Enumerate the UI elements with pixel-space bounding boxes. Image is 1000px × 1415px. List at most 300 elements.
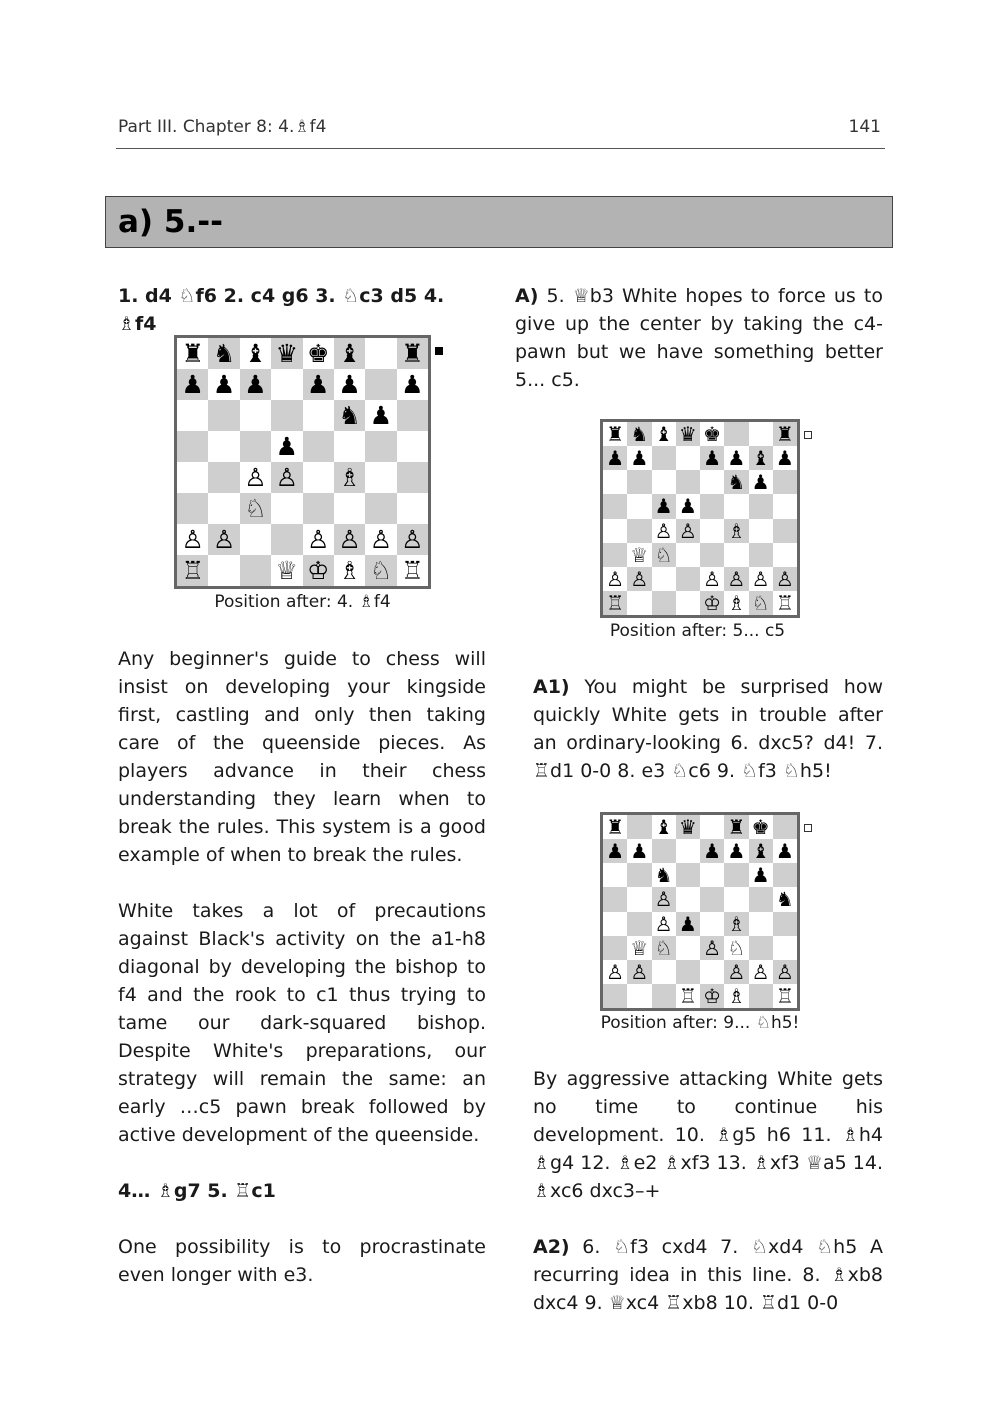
variation-a1-text: You might be surprised how quickly White gets in trouble after an ordinary-looking 6. dxc5? d4! 7. ♖d1 0-0 8. e3 ♘c6 9. ♘f3 ♘h5! — [533, 676, 883, 782]
square-d5 — [676, 887, 700, 911]
square-d3 — [271, 493, 302, 524]
square-e3 — [700, 936, 724, 960]
square-f3 — [724, 543, 748, 567]
square-c4 — [240, 462, 271, 493]
chapter-title: Part III. Chapter 8: 4.♗f4 — [118, 117, 327, 137]
variation-a2-label: A2) — [533, 1236, 570, 1258]
square-e5 — [700, 887, 724, 911]
square-h1 — [773, 984, 797, 1008]
black-bishop-icon: ♝ — [338, 339, 361, 368]
square-b1 — [627, 591, 651, 615]
square-c2 — [652, 960, 676, 984]
white-king-icon: ♔ — [306, 556, 330, 585]
square-c5 — [240, 431, 271, 462]
white-knight-icon: ♘ — [244, 494, 267, 523]
white-pawn-icon: ♙ — [630, 959, 649, 984]
white-pawn-icon: ♙ — [401, 525, 424, 554]
square-d1 — [676, 984, 700, 1008]
square-a4 — [177, 462, 208, 493]
square-d7 — [271, 369, 302, 400]
square-d2 — [676, 960, 700, 984]
square-g1 — [365, 555, 396, 586]
white-pawn-icon: ♙ — [606, 566, 625, 591]
black-bishop-icon: ♝ — [244, 339, 267, 368]
square-g6 — [365, 400, 396, 431]
square-b3 — [627, 543, 651, 567]
white-rook-icon: ♖ — [401, 556, 424, 585]
black-king-icon: ♚ — [703, 422, 722, 447]
white-queen-icon: ♕ — [630, 542, 649, 567]
square-g5 — [749, 887, 773, 911]
square-h7 — [773, 446, 797, 470]
black-rook-icon: ♜ — [606, 422, 625, 447]
square-h2 — [773, 567, 797, 591]
black-pawn-icon: ♟ — [306, 370, 330, 399]
square-b8 — [627, 815, 651, 839]
black-pawn-icon: ♟ — [703, 446, 722, 471]
square-g4 — [365, 462, 396, 493]
white-pawn-icon: ♙ — [369, 525, 393, 554]
black-knight-icon: ♞ — [775, 887, 794, 912]
white-pawn-icon: ♙ — [606, 959, 625, 984]
white-pawn-icon: ♙ — [654, 887, 673, 912]
square-b8 — [627, 422, 651, 446]
square-f8 — [334, 338, 365, 369]
square-h8 — [773, 815, 797, 839]
square-a6 — [177, 400, 208, 431]
square-h8 — [773, 422, 797, 446]
square-e6 — [700, 470, 724, 494]
square-b2 — [627, 960, 651, 984]
square-g1 — [749, 984, 773, 1008]
square-b5 — [208, 431, 239, 462]
square-g8 — [365, 338, 396, 369]
white-pawn-icon: ♙ — [306, 525, 330, 554]
board-caption-2: Position after: 5... c5 — [609, 621, 786, 641]
square-h6 — [397, 400, 428, 431]
black-pawn-icon: ♟ — [678, 494, 697, 519]
square-f5 — [724, 887, 748, 911]
square-e8 — [700, 815, 724, 839]
square-d5 — [676, 494, 700, 518]
black-pawn-icon: ♟ — [775, 839, 794, 864]
square-d6 — [676, 470, 700, 494]
white-pawn-icon: ♙ — [751, 566, 770, 591]
square-e7 — [700, 839, 724, 863]
square-b6 — [627, 863, 651, 887]
square-d6 — [271, 400, 302, 431]
square-g2 — [749, 960, 773, 984]
running-head — [116, 116, 885, 149]
square-g3 — [749, 936, 773, 960]
square-d7 — [676, 839, 700, 863]
side-to-move-black-icon — [435, 347, 443, 355]
square-g3 — [365, 493, 396, 524]
square-c1 — [652, 984, 676, 1008]
square-e2 — [700, 960, 724, 984]
square-c3 — [652, 543, 676, 567]
square-b7 — [627, 839, 651, 863]
square-b1 — [627, 984, 651, 1008]
square-h6 — [773, 470, 797, 494]
white-rook-icon: ♖ — [775, 983, 794, 1008]
white-knight-icon: ♘ — [369, 556, 393, 585]
square-a5 — [177, 431, 208, 462]
square-h7 — [773, 839, 797, 863]
black-pawn-icon: ♟ — [212, 370, 236, 399]
square-c4 — [652, 912, 676, 936]
chess-board-1 — [174, 335, 431, 589]
square-e4 — [700, 912, 724, 936]
variation-a1-label: A1) — [533, 676, 570, 698]
square-d2 — [676, 567, 700, 591]
black-rook-icon: ♜ — [181, 339, 204, 368]
square-a8 — [603, 422, 627, 446]
white-bishop-icon: ♗ — [727, 983, 746, 1008]
black-pawn-icon: ♟ — [751, 470, 770, 495]
white-pawn-icon: ♙ — [212, 525, 236, 554]
square-e7 — [700, 446, 724, 470]
white-bishop-icon: ♗ — [727, 911, 746, 936]
square-e6 — [303, 400, 334, 431]
square-d8 — [676, 422, 700, 446]
square-d6 — [676, 863, 700, 887]
black-pawn-icon: ♟ — [727, 446, 746, 471]
square-f4 — [724, 519, 748, 543]
black-king-icon: ♚ — [751, 815, 770, 840]
white-pawn-icon: ♙ — [275, 463, 299, 492]
section-title: a) 5.-- — [118, 204, 223, 240]
square-f7 — [724, 446, 748, 470]
square-c1 — [240, 555, 271, 586]
white-pawn-icon: ♙ — [703, 566, 722, 591]
square-c7 — [652, 839, 676, 863]
square-f8 — [724, 422, 748, 446]
white-knight-icon: ♘ — [654, 935, 673, 960]
white-rook-icon: ♖ — [775, 590, 794, 615]
square-f1 — [724, 591, 748, 615]
square-e4 — [700, 519, 724, 543]
square-d3 — [676, 543, 700, 567]
side-to-move-white-icon — [804, 431, 812, 439]
square-f2 — [334, 524, 365, 555]
square-c8 — [240, 338, 271, 369]
black-pawn-icon: ♟ — [678, 911, 697, 936]
square-f1 — [334, 555, 365, 586]
square-d1 — [676, 591, 700, 615]
square-g4 — [749, 519, 773, 543]
black-pawn-icon: ♟ — [338, 370, 361, 399]
square-a2 — [603, 567, 627, 591]
square-f7 — [334, 369, 365, 400]
black-pawn-icon: ♟ — [727, 839, 746, 864]
chess-board-2 — [600, 419, 800, 618]
square-h3 — [773, 543, 797, 567]
white-pawn-icon: ♙ — [751, 959, 770, 984]
square-c8 — [652, 422, 676, 446]
white-pawn-icon: ♙ — [703, 935, 722, 960]
square-e8 — [303, 338, 334, 369]
square-b3 — [627, 936, 651, 960]
square-e4 — [303, 462, 334, 493]
square-a8 — [177, 338, 208, 369]
square-a2 — [177, 524, 208, 555]
square-h8 — [397, 338, 428, 369]
black-pawn-icon: ♟ — [630, 839, 649, 864]
square-f2 — [724, 567, 748, 591]
square-d1 — [271, 555, 302, 586]
square-b2 — [627, 567, 651, 591]
square-g1 — [749, 591, 773, 615]
square-c1 — [652, 591, 676, 615]
side-to-move-white-icon — [804, 824, 812, 832]
square-e2 — [303, 524, 334, 555]
white-pawn-icon: ♙ — [775, 959, 794, 984]
square-f5 — [724, 494, 748, 518]
black-knight-icon: ♞ — [630, 422, 649, 447]
square-a3 — [177, 493, 208, 524]
board-caption-3: Position after: 9... ♘h5! — [600, 1013, 800, 1033]
white-bishop-icon: ♗ — [727, 518, 746, 543]
black-knight-icon: ♞ — [654, 863, 673, 888]
square-h1 — [773, 591, 797, 615]
square-a3 — [603, 936, 627, 960]
square-e5 — [303, 431, 334, 462]
square-h3 — [397, 493, 428, 524]
white-rook-icon: ♖ — [678, 983, 697, 1008]
square-a1 — [603, 591, 627, 615]
black-rook-icon: ♜ — [727, 815, 746, 840]
square-c6 — [652, 470, 676, 494]
black-bishop-icon: ♝ — [654, 815, 673, 840]
black-knight-icon: ♞ — [212, 339, 236, 368]
square-g3 — [749, 543, 773, 567]
square-c2 — [240, 524, 271, 555]
square-g6 — [749, 470, 773, 494]
black-bishop-icon: ♝ — [654, 422, 673, 447]
square-a6 — [603, 470, 627, 494]
square-b2 — [208, 524, 239, 555]
black-rook-icon: ♜ — [606, 815, 625, 840]
paragraph-precautions: White takes a lot of precautions against Black's activity on the a1-h8 diagonal by developing the bishop to f4 and the rook to c1 thus trying to tame our dark-squared bishop. Despite White's preparations, our strategy will remain the same: an early …c5 pawn break followed by active development of the queenside. — [118, 900, 486, 1146]
black-pawn-icon: ♟ — [751, 863, 770, 888]
black-pawn-icon: ♟ — [654, 494, 673, 519]
square-f6 — [724, 470, 748, 494]
white-pawn-icon: ♙ — [775, 566, 794, 591]
square-d8 — [676, 815, 700, 839]
moves-line-2: 4… ♗g7 5. ♖c1 — [118, 1180, 276, 1202]
square-a4 — [603, 912, 627, 936]
square-b3 — [208, 493, 239, 524]
square-e3 — [700, 543, 724, 567]
section-heading — [105, 196, 893, 248]
square-g7 — [749, 839, 773, 863]
square-a7 — [603, 839, 627, 863]
square-c5 — [652, 494, 676, 518]
paragraph-procrastinate: One possibility is to procrastinate even longer with e3. — [118, 1236, 486, 1286]
square-h2 — [397, 524, 428, 555]
white-pawn-icon: ♙ — [654, 911, 673, 936]
white-pawn-icon: ♙ — [244, 463, 267, 492]
white-queen-icon: ♕ — [630, 935, 649, 960]
square-h4 — [397, 462, 428, 493]
square-b4 — [627, 912, 651, 936]
square-c7 — [652, 446, 676, 470]
right-column-top — [515, 282, 883, 394]
square-g5 — [749, 494, 773, 518]
square-b4 — [627, 519, 651, 543]
white-pawn-icon: ♙ — [654, 518, 673, 543]
chess-board-3 — [600, 812, 800, 1011]
black-pawn-icon: ♟ — [401, 370, 424, 399]
square-f3 — [724, 936, 748, 960]
square-e6 — [700, 863, 724, 887]
square-b5 — [627, 494, 651, 518]
square-h5 — [773, 887, 797, 911]
square-a2 — [603, 960, 627, 984]
square-f6 — [334, 400, 365, 431]
square-b7 — [208, 369, 239, 400]
square-d5 — [271, 431, 302, 462]
square-e5 — [700, 494, 724, 518]
square-c6 — [652, 863, 676, 887]
square-g2 — [365, 524, 396, 555]
paragraph-beginners-guide: Any beginner's guide to chess will insist on developing your kingside first, castling and only then taking care of the queenside pieces. As players advance in their chess understanding they learn when to break the rules. This system is a good example of when to break the rules. — [118, 648, 486, 866]
square-e1 — [700, 984, 724, 1008]
white-pawn-icon: ♙ — [181, 525, 204, 554]
black-rook-icon: ♜ — [401, 339, 424, 368]
square-c6 — [240, 400, 271, 431]
white-bishop-icon: ♗ — [727, 590, 746, 615]
square-f5 — [334, 431, 365, 462]
square-c4 — [652, 519, 676, 543]
variation-a-label: A) — [515, 285, 539, 307]
white-pawn-icon: ♙ — [727, 566, 746, 591]
square-f6 — [724, 863, 748, 887]
square-h5 — [773, 494, 797, 518]
square-g8 — [749, 422, 773, 446]
square-b6 — [627, 470, 651, 494]
square-g6 — [749, 863, 773, 887]
paragraph-aggressive: By aggressive attacking White gets no time to continue his development. 10. ♗g5 h6 11. ♗h4 ♗g4 12. ♗e2 ♗xf3 13. ♗xf3 ♕a5 14. ♗xc6 dxc3–+ — [533, 1068, 883, 1202]
white-knight-icon: ♘ — [727, 935, 746, 960]
white-king-icon: ♔ — [703, 590, 722, 615]
square-f1 — [724, 984, 748, 1008]
square-d3 — [676, 936, 700, 960]
left-column-top — [118, 282, 486, 338]
square-g5 — [365, 431, 396, 462]
square-h5 — [397, 431, 428, 462]
square-e8 — [700, 422, 724, 446]
white-knight-icon: ♘ — [654, 542, 673, 567]
square-e1 — [303, 555, 334, 586]
right-column-body — [533, 1065, 883, 1317]
square-h6 — [773, 863, 797, 887]
square-c5 — [652, 887, 676, 911]
white-king-icon: ♔ — [703, 983, 722, 1008]
square-h1 — [397, 555, 428, 586]
square-b7 — [627, 446, 651, 470]
square-e7 — [303, 369, 334, 400]
black-pawn-icon: ♟ — [181, 370, 204, 399]
white-pawn-icon: ♙ — [338, 525, 361, 554]
black-queen-icon: ♛ — [678, 815, 697, 840]
square-a5 — [603, 887, 627, 911]
square-f2 — [724, 960, 748, 984]
square-f8 — [724, 815, 748, 839]
square-f4 — [724, 912, 748, 936]
black-pawn-icon: ♟ — [630, 446, 649, 471]
white-pawn-icon: ♙ — [630, 566, 649, 591]
square-h4 — [773, 912, 797, 936]
square-c8 — [652, 815, 676, 839]
black-pawn-icon: ♟ — [275, 432, 299, 461]
black-knight-icon: ♞ — [338, 401, 361, 430]
square-c2 — [652, 567, 676, 591]
white-bishop-icon: ♗ — [338, 556, 361, 585]
page-number: 141 — [848, 117, 881, 137]
white-pawn-icon: ♙ — [678, 518, 697, 543]
square-g8 — [749, 815, 773, 839]
square-e3 — [303, 493, 334, 524]
square-d4 — [676, 519, 700, 543]
moves-heading: 1. d4 ♘f6 2. c4 g6 3. ♘c3 d5 4. ♗f4 — [118, 285, 445, 335]
black-pawn-icon: ♟ — [703, 839, 722, 864]
square-a1 — [177, 555, 208, 586]
square-d7 — [676, 446, 700, 470]
square-d8 — [271, 338, 302, 369]
black-king-icon: ♚ — [306, 339, 330, 368]
white-rook-icon: ♖ — [181, 556, 204, 585]
white-rook-icon: ♖ — [606, 590, 625, 615]
square-g7 — [749, 446, 773, 470]
square-e2 — [700, 567, 724, 591]
square-b8 — [208, 338, 239, 369]
black-pawn-icon: ♟ — [606, 839, 625, 864]
square-b5 — [627, 887, 651, 911]
board-caption-1: Position after: 4. ♗f4 — [214, 592, 391, 612]
square-a7 — [177, 369, 208, 400]
square-f3 — [334, 493, 365, 524]
variation-a2-text: 6. ♘f3 cxd4 7. ♘xd4 ♘h5 A recurring idea in this line. 8. ♗xb8 dxc4 9. ♕xc4 ♖xb8 10. ♖d1 0-0 — [533, 1236, 883, 1314]
square-h7 — [397, 369, 428, 400]
black-knight-icon: ♞ — [727, 470, 746, 495]
square-h2 — [773, 960, 797, 984]
white-queen-icon: ♕ — [275, 556, 299, 585]
square-c3 — [240, 493, 271, 524]
square-a5 — [603, 494, 627, 518]
black-pawn-icon: ♟ — [606, 446, 625, 471]
white-bishop-icon: ♗ — [338, 463, 361, 492]
right-column-a1 — [533, 673, 883, 785]
square-d2 — [271, 524, 302, 555]
square-f4 — [334, 462, 365, 493]
square-b4 — [208, 462, 239, 493]
square-b6 — [208, 400, 239, 431]
black-queen-icon: ♛ — [678, 422, 697, 447]
square-h4 — [773, 519, 797, 543]
square-d4 — [676, 912, 700, 936]
square-b1 — [208, 555, 239, 586]
square-g4 — [749, 912, 773, 936]
black-pawn-icon: ♟ — [369, 401, 393, 430]
square-g7 — [365, 369, 396, 400]
variation-a-text: 5. ♕b3 White hopes to force us to give up the center by taking the c4-pawn but we have something better 5... c5. — [515, 285, 883, 391]
square-a3 — [603, 543, 627, 567]
square-f7 — [724, 839, 748, 863]
square-a1 — [603, 984, 627, 1008]
square-g2 — [749, 567, 773, 591]
